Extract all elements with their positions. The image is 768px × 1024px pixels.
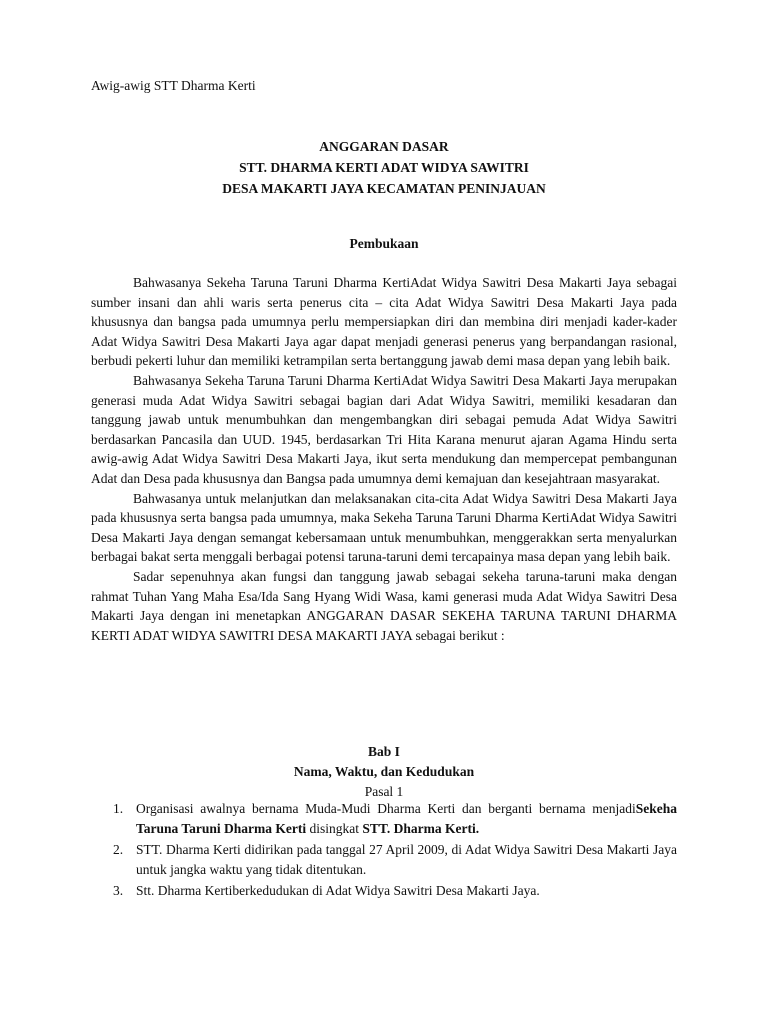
- chapter-heading: [91, 742, 677, 802]
- title-line-2: STT. DHARMA KERTI ADAT WIDYA SAWITRI: [239, 160, 529, 175]
- document-title: [91, 136, 677, 199]
- list-item-text: disingkat: [306, 820, 363, 836]
- chapter-title: Nama, Waktu, dan Kedudukan: [293, 764, 475, 779]
- list-item-number: 2.: [113, 842, 124, 858]
- preamble-paragraph: Bahwasanya Sekeha Taruna Taruni Dharma KertiAdat Widya Sawitri Desa Makarti Jaya merupakan generasi muda Adat Widya Sawitri sebagai bagian dari Adat Widya Sawitri, memiliki kesadaran dan tanggung jawab untuk menumbuhkan dan mengembangkan diri sebagai pemuda Adat Widya Sawitri berdasarkan Pancasila dan UUD. 1945, berdasarkan Tri Hita Karana menurut ajaran Agama Hindu serta awig-awig Adat Widya Sawitri Desa Makarti Jaya, ikut serta mendukung dan mempercepat pembangunan Adat dan Desa pada khususnya dan Bangsa pada umumnya demi kemajuan dan kesejahtraan masyarakat.: [91, 372, 677, 486]
- list-item-number: 3.: [113, 883, 124, 899]
- organization-abbreviation: STT. Dharma Kerti.: [362, 820, 480, 836]
- list-item: [91, 799, 677, 838]
- preamble-paragraph: Bahwasanya Sekeha Taruna Taruni Dharma KertiAdat Widya Sawitri Desa Makarti Jaya sebagai sumber insani dan ahli waris serta penerus cita – cita Adat Widya Sawitri Desa Makarti Jaya pada khususnya dan bangsa pada umumnya perlu mempersiapkan diri dan membina diri menjadi kader-kader Adat Widya Sawitri Desa Makarti Jaya agar dapat menjadi generasi penerus yang berpandangan rasional, berbudi pekerti luhur dan memiliki ketrampilan serta bertanggung jawab demi masa depan yang lebih baik.: [91, 275, 677, 369]
- running-header: Awig-awig STT Dharma Kerti: [91, 78, 256, 93]
- title-line-3: DESA MAKARTI JAYA KECAMATAN PENINJAUAN: [222, 181, 546, 196]
- list-item: [91, 840, 677, 879]
- preamble-paragraph: Sadar sepenuhnya akan fungsi dan tanggung jawab sebagai sekeha taruna-taruni maka dengan rahmat Tuhan Yang Maha Esa/Ida Sang Hyang Widi Wasa, kami generasi muda Adat Widya Sawitri Desa Makarti Jaya dengan ini menetapkan ANGGARAN DASAR SEKEHA TARUNA TARUNI DHARMA KERTI ADAT WIDYA SAWITRI DESA MAKARTI JAYA sebagai berikut :: [91, 568, 677, 643]
- organization-name: Sekeha Taruna Taruni Dharma Kerti: [136, 801, 677, 836]
- preamble-paragraph: Bahwasanya untuk melanjutkan dan melaksanakan cita-cita Adat Widya Sawitri Desa Makarti Jaya pada khususnya serta bangsa pada umumnya, maka Sekeha Taruna Taruni Dharma KertiAdat Widya Sawitri Desa Makarti Jaya dengan semangat kebersamaan untuk menumbuhkan, menggerakkan serta menyalurkan berbagai bakat serta menggali berbagai potensi taruna-taruni demi tercapainya masa depan yang lebih baik.: [91, 490, 677, 565]
- article-number: Pasal 1: [364, 784, 404, 799]
- preamble-body: [91, 273, 677, 645]
- preamble-heading: Pembukaan: [349, 236, 419, 251]
- chapter-number: Bab I: [368, 744, 400, 759]
- list-item-text: Stt. Dharma Kertiberkedudukan di Adat Widya Sawitri Desa Makarti Jaya.: [136, 883, 540, 899]
- list-item-text: STT. Dharma Kerti didirikan pada tanggal 27 April 2009, di Adat Widya Sawitri Desa Makarti Jaya untuk jangka waktu yang tidak ditentukan.: [136, 842, 677, 877]
- article-list: [91, 799, 677, 903]
- list-item-number: 1.: [113, 801, 124, 816]
- list-item-text: Organisasi awalnya bernama Muda-Mudi Dharma Kerti dan berganti bernama menjadi: [136, 801, 636, 816]
- title-line-1: ANGGARAN DASAR: [319, 139, 449, 154]
- list-item: [91, 881, 677, 901]
